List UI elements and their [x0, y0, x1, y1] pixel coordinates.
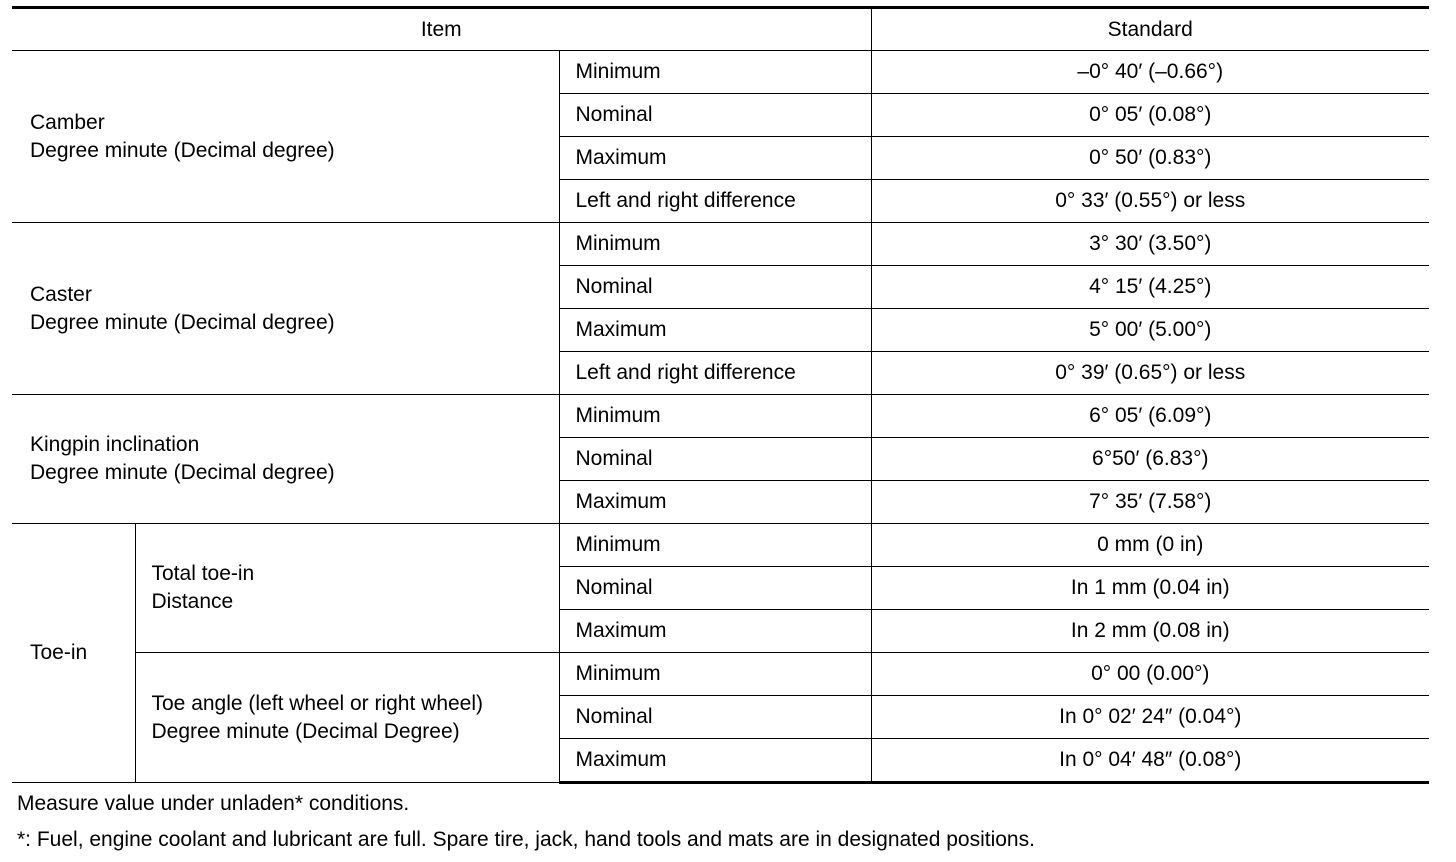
standard-value: 0° 33′ (0.55°) or less: [871, 180, 1429, 223]
standard-value: 5° 00′ (5.00°): [871, 309, 1429, 352]
header-standard: Standard: [871, 8, 1429, 51]
caster-unit: Degree minute (Decimal degree): [30, 310, 335, 334]
caster-title: Caster: [30, 282, 92, 306]
table-row: [12, 395, 1429, 438]
level-label: Nominal: [559, 94, 871, 137]
header-item: Item: [12, 8, 871, 51]
standard-value: 6° 05′ (6.09°): [871, 395, 1429, 438]
standard-value: 0° 00 (0.00°): [871, 653, 1429, 696]
total-toe-in-unit: Distance: [151, 590, 234, 613]
caster-label-cell: [12, 223, 559, 395]
toe-angle-label-cell: [135, 653, 559, 783]
standard-value: 0° 50′ (0.83°): [871, 137, 1429, 180]
standard-value: In 0° 02′ 24″ (0.04°): [871, 696, 1429, 739]
table-header-row: [12, 8, 1429, 51]
note-unladen: Measure value under unladen* conditions.: [17, 792, 410, 815]
level-label: Maximum: [559, 137, 871, 180]
level-label: Maximum: [559, 739, 871, 783]
kingpin-title: Kingpin inclination: [30, 433, 200, 456]
level-label: Maximum: [559, 610, 871, 653]
level-label: Minimum: [559, 395, 871, 438]
toe-angle-title: Toe angle (left wheel or right wheel): [151, 691, 484, 715]
camber-title: Camber: [30, 110, 105, 134]
level-label: Minimum: [559, 223, 871, 266]
standard-value: In 0° 04′ 48″ (0.08°): [871, 739, 1429, 783]
kingpin-label-cell: [12, 395, 559, 524]
note-footnote: *: Fuel, engine coolant and lubricant are full. Spare tire, jack, hand tools and mats are in designated positions.: [17, 828, 1035, 851]
level-label: Nominal: [559, 567, 871, 610]
total-toe-in-label-cell: [135, 524, 559, 653]
standard-value: 4° 15′ (4.25°): [871, 266, 1429, 309]
level-label: Left and right difference: [559, 352, 871, 395]
level-label: Nominal: [559, 266, 871, 309]
table-row: [12, 51, 1429, 94]
level-label: Minimum: [559, 653, 871, 696]
camber-label-cell: [12, 51, 559, 223]
standard-value: 0 mm (0 in): [871, 524, 1429, 567]
kingpin-unit: Degree minute (Decimal degree): [30, 461, 335, 484]
standard-value: 3° 30′ (3.50°): [871, 223, 1429, 266]
level-label: Maximum: [559, 309, 871, 352]
standard-value: In 1 mm (0.04 in): [871, 567, 1429, 610]
alignment-spec-table: [12, 6, 1429, 784]
camber-unit: Degree minute (Decimal degree): [30, 138, 335, 162]
standard-value: 0° 05′ (0.08°): [871, 94, 1429, 137]
standard-value: 0° 39′ (0.65°) or less: [871, 352, 1429, 395]
table-row: [12, 524, 1429, 567]
level-label: Nominal: [559, 438, 871, 481]
standard-value: 6°50′ (6.83°): [871, 438, 1429, 481]
standard-value: 7° 35′ (7.58°): [871, 481, 1429, 524]
table-row: [12, 653, 1429, 696]
toe-in-label-cell: Toe-in: [12, 524, 135, 783]
toe-angle-unit: Degree minute (Decimal Degree): [151, 719, 460, 743]
table-row: [12, 223, 1429, 266]
level-label: Minimum: [559, 51, 871, 94]
standard-value: –0° 40′ (–0.66°): [871, 51, 1429, 94]
level-label: Nominal: [559, 696, 871, 739]
total-toe-in-title: Total toe-in: [151, 562, 255, 585]
level-label: Maximum: [559, 481, 871, 524]
level-label: Left and right difference: [559, 180, 871, 223]
standard-value: In 2 mm (0.08 in): [871, 610, 1429, 653]
table-notes: [17, 786, 1035, 858]
level-label: Minimum: [559, 524, 871, 567]
